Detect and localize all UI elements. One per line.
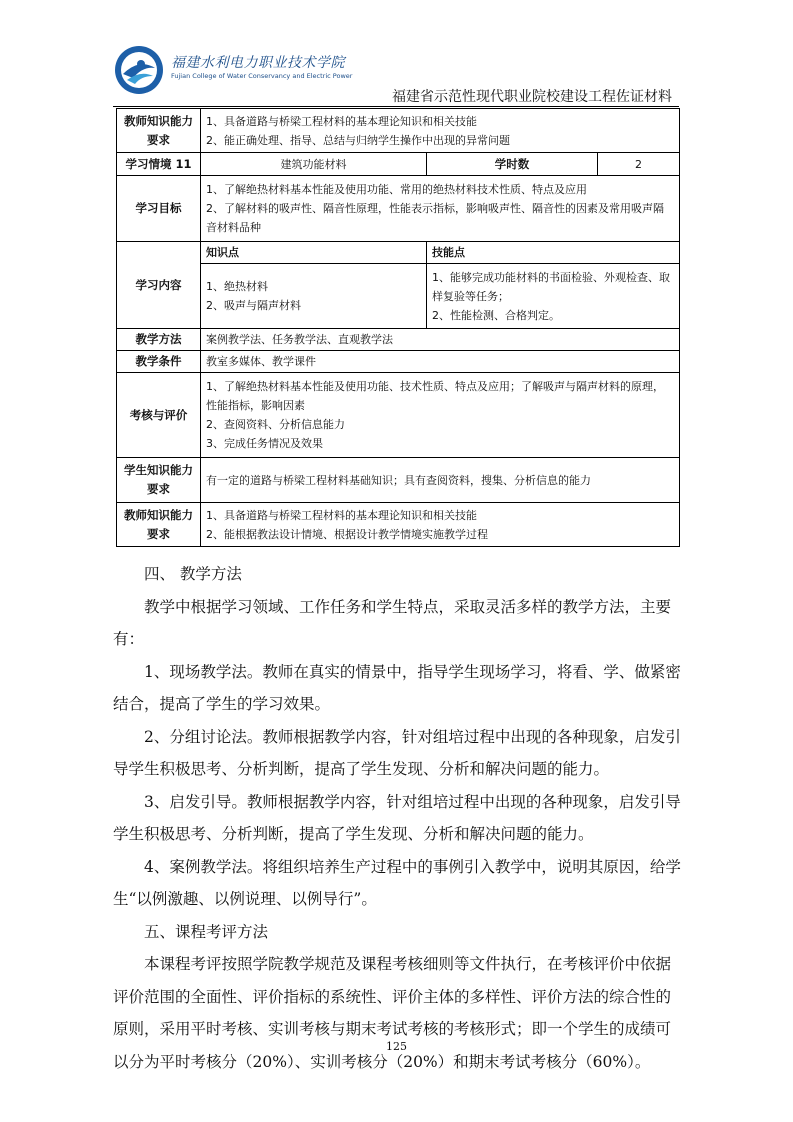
table-row (117, 242, 680, 264)
assessment-label: 考核与评价 (117, 373, 201, 458)
college-logo (113, 40, 353, 100)
situation-label: 学习情境 11 (117, 153, 201, 176)
objective-label: 学习目标 (117, 176, 201, 242)
method-item: 2、分组讨论法。教师根据教学内容，针对组培过程中出现的各种现象，启发引导学生积极思考、分析判断，提高了学生发现、分析和解决问题的能力。 (113, 727, 681, 778)
table-row (117, 351, 680, 373)
content-label: 学习内容 (117, 242, 201, 329)
table-row (117, 153, 680, 176)
table-row (117, 109, 680, 153)
document-header-title: 福建省示范性现代职业院校建设工程佐证材料 (392, 89, 672, 105)
teacher-requirement-label: 教师知识能力要求 (117, 109, 201, 153)
hours-value: 2 (598, 153, 680, 176)
condition-cell: 教室多媒体、教学课件 (201, 351, 680, 373)
section-5-paragraph: 本课程考评按照学院教学规范及课程考核细则等文件执行，在考核评价中依据评价范围的全面性、评价指标的系统性、评价主体的多样性、评价方法的综合性的原则，采用平时考核、实训考核与期末考试考核的考核形式；即一个学生的成绩可以分为平时考核分（20%）、实训考核分（20%）和期末考试考核分（60%）。 (113, 955, 672, 1071)
situation-name: 建筑功能材料 (201, 153, 427, 176)
teacher-requirement-cell: 1、具备道路与桥梁工程材料的基本理论知识和相关技能 2、能正确处理、指导、总结与归纳学生操作中出现的异常问题 (201, 109, 680, 153)
syllabus-table (116, 108, 680, 547)
teacher-requirement-label-2: 教师知识能力要求 (117, 503, 201, 547)
table-row (117, 264, 680, 329)
skill-cell: 1、能够完成功能材料的书面检验、外观检查、取样复验等任务； 2、性能检测、合格判定。 (427, 264, 680, 329)
table-row (117, 458, 680, 503)
method-cell: 案例教学法、任务教学法、直观教学法 (201, 329, 680, 351)
table-row (117, 373, 680, 458)
method-label: 教学方法 (117, 329, 201, 351)
section-4-heading: 四、 教学方法 (144, 565, 242, 583)
method-item: 3、启发引导。教师根据教学内容，针对组培过程中出现的各种现象，启发引导学生积极思考、分析判断，提高了学生发现、分析和解决问题的能力。 (113, 792, 681, 843)
page-number: 125 (386, 1040, 407, 1053)
objective-cell: 1、了解绝热材料基本性能及使用功能、常用的绝热材料技术性质、特点及应用 2、了解材料的吸声性、隔音性原理，性能表示指标，影响吸声性、隔音性的因素及常用吸声隔音材料品种 (201, 176, 680, 242)
college-name-english: Fujian College of Water Conservancy and Electric Power (171, 72, 353, 80)
table-row (117, 329, 680, 351)
assessment-cell: 1、了解绝热材料基本性能及使用功能、技术性质、特点及应用；了解吸声与隔声材料的原理，性能指标，影响因素 2、查阅资料、分析信息能力 3、完成任务情况及效果 (201, 373, 680, 458)
condition-label: 教学条件 (117, 351, 201, 373)
student-requirement-label: 学生知识能力要求 (117, 458, 201, 503)
method-item: 1、现场教学法。教师在真实的情景中，指导学生现场学习，将看、学、做紧密结合，提高了学生的学习效果。 (113, 662, 681, 713)
section-5-heading: 五、课程考评方法 (144, 922, 269, 941)
header-divider (113, 106, 679, 107)
table-row (117, 176, 680, 242)
student-requirement-cell: 有一定的道路与桥梁工程材料基础知识；具有查阅资料，搜集、分析信息的能力 (201, 458, 680, 503)
section-4-intro: 教学中根据学习领域、工作任务和学生特点，采取灵活多样的教学方法，主要有： (113, 597, 672, 648)
table-row (117, 503, 680, 547)
method-item: 4、案例教学法。将组织培养生产过程中的事例引入教学中，说明其原因，给学生“以例激趣、以例说理、以例导行”。 (113, 857, 681, 908)
college-emblem-icon (113, 44, 165, 96)
knowledge-header: 知识点 (201, 242, 427, 264)
skill-header: 技能点 (427, 242, 680, 264)
hours-label: 学时数 (427, 153, 598, 176)
college-name: 福建水利电力职业技术学院 (171, 55, 345, 71)
body-text (113, 558, 683, 1078)
knowledge-cell: 1、绝热材料 2、吸声与隔声材料 (201, 264, 427, 329)
teacher-requirement-cell-2: 1、具备道路与桥梁工程材料的基本理论知识和相关技能 2、能根据教法设计情境、根据设计教学情境实施教学过程 (201, 503, 680, 547)
